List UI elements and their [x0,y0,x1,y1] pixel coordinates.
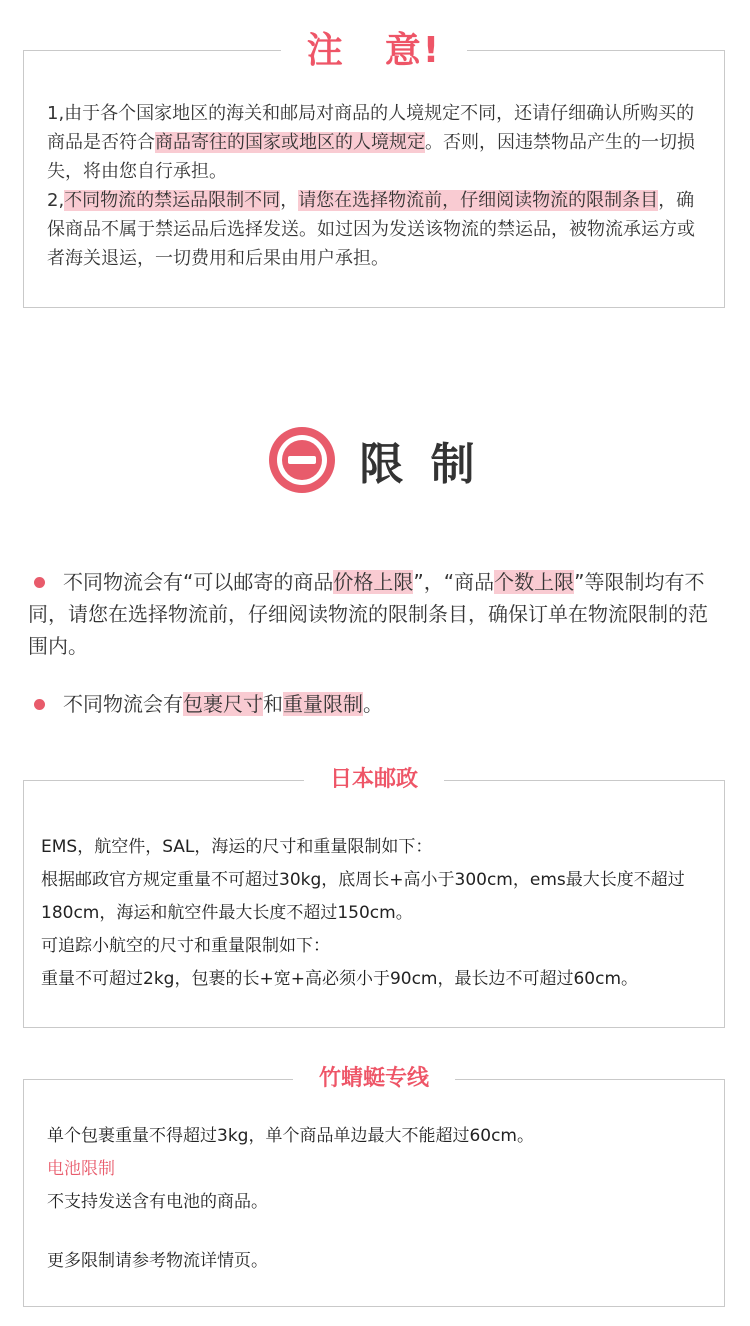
dragonfly-box [23,1066,725,1307]
notice-paragraph-2: 2,不同物流的禁运品限制不同，请您在选择物流前，仔细阅读物流的限制条目，确保商品不属于禁运品后选择发送。如过因为发送该物流的禁运品，被物流承运方或者海关退运，一切费用和后果由用户承担。 [47,190,695,269]
highlight: 个数上限 [494,570,575,594]
japan-post-line: 可追踪小航空的尺寸和重量限制如下： [41,936,330,956]
bullet-item: 不同物流会有“可以邮寄的商品价格上限”，“商品个数上限”等限制均有不同，请您在选择物流前，仔细阅读物流的限制条目，确保订单在物流限制的范围内。 [28,570,708,658]
battery-limit-label: 电池限制 [47,1159,115,1179]
bullet-dot-icon [34,577,45,588]
highlight: 价格上限 [333,570,414,594]
notice-body [47,99,706,273]
highlight: 不同物流的禁运品限制不同 [64,190,281,211]
japan-post-line: EMS，航空件，SAL，海运的尺寸和重量限制如下： [41,837,433,857]
dragonfly-body [47,1120,712,1278]
highlight: 包裹尺寸 [183,692,263,716]
notice-paragraph-1: 1,由于各个国家地区的海关和邮局对商品的人境规定不同，还请仔细确认所购买的商品是否符合商品寄往的国家或地区的人境规定。否则，因违禁物品产生的一切损失，将由您自行承担。 [47,103,695,182]
highlight: 请您在选择物流前，仔细阅读物流的限制条目 [298,190,659,211]
japan-post-line: 根据邮政官方规定重量不可超过30kg，底周长+高小于300cm，ems最大长度不超过180cm，海运和航空件最大长度不超过150cm。 [41,870,685,923]
highlight: 商品寄往的国家或地区的人境规定 [155,132,425,153]
bullet-dot-icon [34,699,45,710]
highlight: 重量限制 [283,692,363,716]
dragonfly-line: 不支持发送含有电池的商品。 [47,1192,268,1212]
japan-post-line: 重量不可超过2kg，包裹的长+宽+高必须小于90cm，最长边不可超过60cm。 [41,969,639,989]
notice-box [23,30,725,308]
japan-post-box [23,767,725,1028]
japan-post-body [41,831,714,996]
dragonfly-line: 单个包裹重量不得超过3kg，单个商品单边最大不能超过60cm。 [47,1126,534,1146]
japan-post-title: 日本邮政 [24,763,724,797]
no-entry-icon [269,427,335,493]
dragonfly-title: 竹蜻蜓专线 [24,1062,724,1096]
limit-title: 限 制 [359,439,481,490]
notice-title: 注 意! [24,17,724,85]
limit-heading [0,426,750,494]
bullet-item: 不同物流会有包裹尺寸和重量限制。 [28,688,724,720]
dragonfly-line: 更多限制请参考物流详情页。 [47,1251,268,1271]
